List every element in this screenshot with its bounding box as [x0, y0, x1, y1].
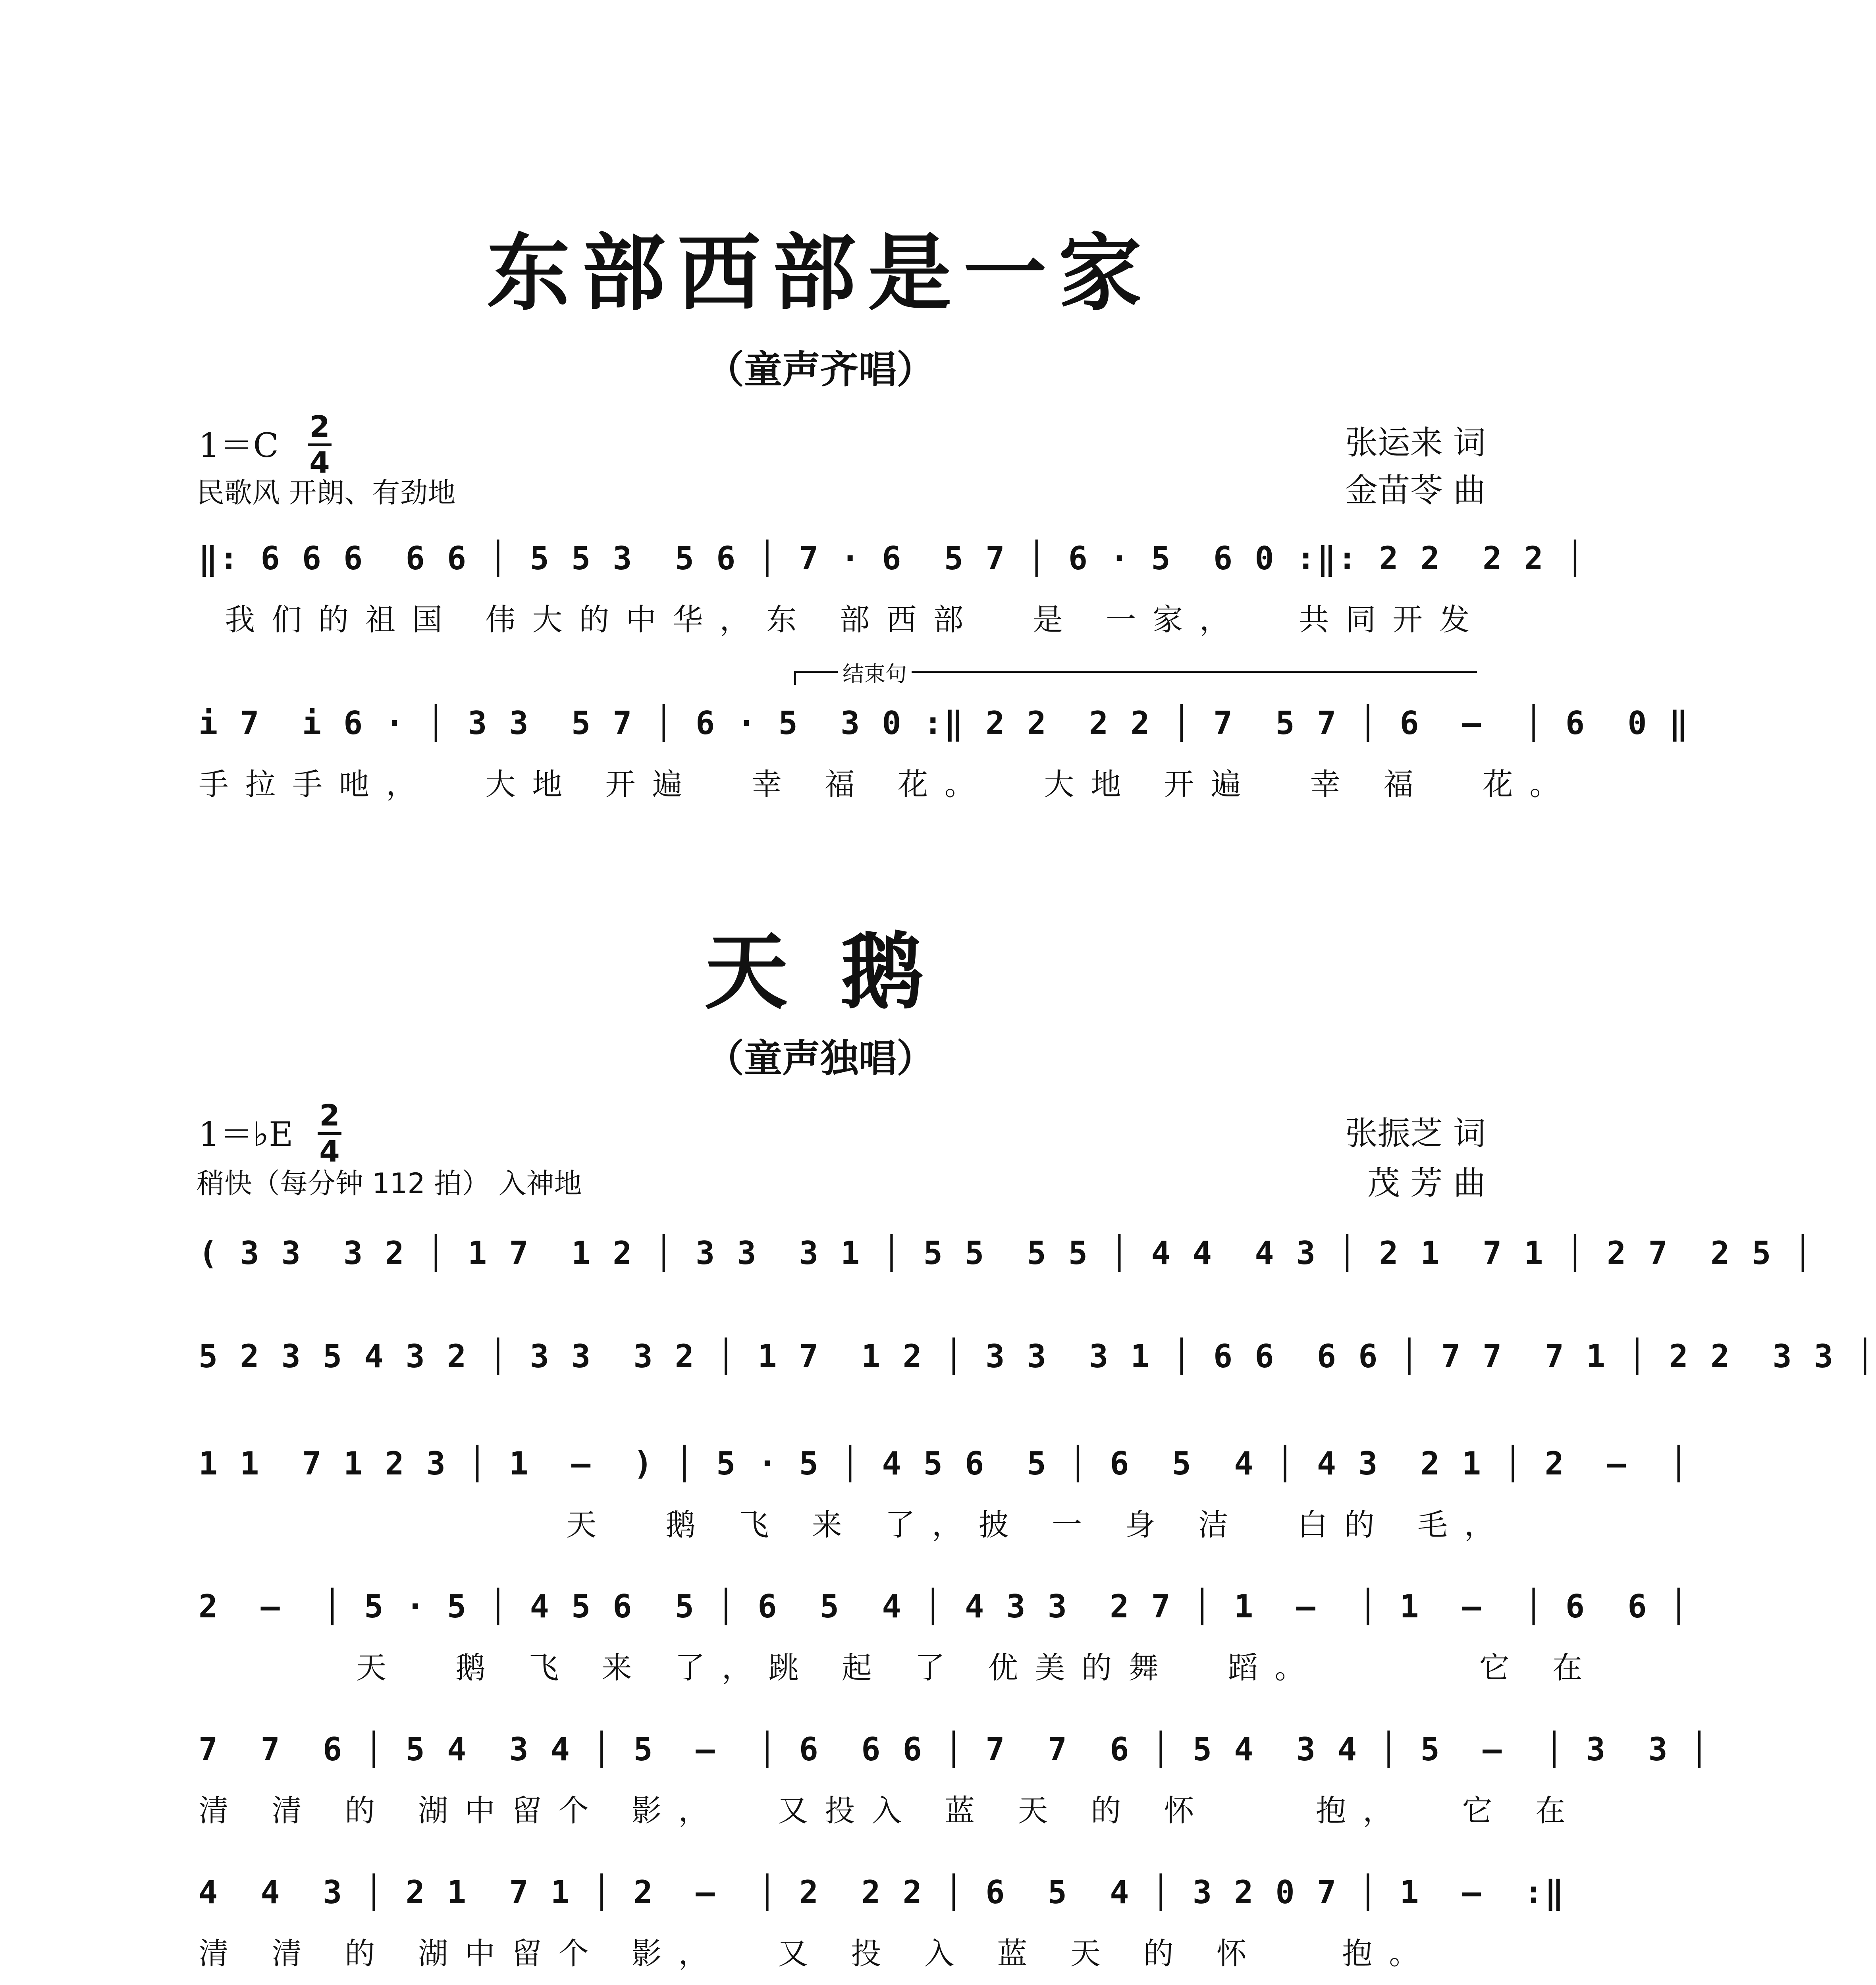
song2-key: 1＝♭E — [199, 1115, 293, 1154]
song1-time-signature — [308, 411, 332, 479]
song2-composer: 茂 芳 曲 — [1367, 1164, 1486, 1202]
notation-line: 1 1 7 1 2 3 │ 1 – ) │ 5 · 5 │ 4 5 6 5 │ 6 5 4 │ 4 3 2 1 │ 2 – │ — [199, 1445, 1690, 1482]
song1-key: 1＝C — [199, 426, 279, 465]
lyrics-line: 我们的祖国 伟大的中华，东 部西部 是 一家， 共同开发 — [199, 602, 1487, 637]
song1-subtitle: （童声齐唱） — [706, 347, 935, 392]
song1-lyricist: 张运来 词 — [1345, 424, 1486, 462]
song2-subtitle: （童声独唱） — [706, 1036, 935, 1081]
song1-meter-bottom: 4 — [309, 446, 330, 480]
lyrics-line: 手拉手吔， 大地 开遍 幸 福 花。 大地 开遍 幸 福 花。 — [199, 767, 1577, 802]
song1-title: 东部西部是一家 — [486, 224, 1154, 322]
slower-mark — [199, 1983, 241, 1985]
notation-line: i 7 i 6 · │ 3 3 5 7 │ 6 · 5 3 0 :‖ 2 2 2 2 │ 7 5 7 │ 6 – │ 6 0 ‖ — [199, 705, 1690, 742]
lyrics-line: 清 清 的 湖中留个 影， 又 投 入 蓝 天 的 怀 抱。 — [199, 1936, 1436, 1971]
notation-line: 2 – │ 5 · 5 │ 4 5 6 5 │ 6 5 4 │ 4 3 3 2 7 │ 1 – │ 1 – │ 6 6 │ — [199, 1588, 1690, 1625]
song2-meter-bottom: 4 — [319, 1135, 340, 1169]
song2-lyricist: 张振芝 词 — [1345, 1115, 1486, 1152]
lyrics-line: 清 清 的 湖中留个 影， 又投入 蓝 天 的 怀 抱， 它 在 — [199, 1793, 1582, 1828]
ending-label: 结束句 — [838, 657, 912, 688]
song2-meter-top: 2 — [319, 1098, 340, 1133]
song2-title: 天 鹅 — [704, 923, 936, 1021]
lyrics-line: 天 鹅 飞 来 了，跳 起 了 优美的舞 蹈。 它 在 — [199, 1650, 1599, 1685]
notation-line: ‖: 6 6 6 6 6 │ 5 5 3 5 6 │ 7 · 6 5 7 │ 6 · 5 6 0 :‖: 2 2 2 2 │ — [199, 540, 1586, 577]
notation-line: 5 2 3 5 4 3 2 │ 3 3 3 2 │ 1 7 1 2 │ 3 3 3 1 │ 6 6 6 6 │ 7 7 7 1 │ 2 2 3 3 │ — [199, 1338, 1876, 1375]
song1-composer: 金苗苓 曲 — [1345, 472, 1486, 509]
song1-tempo: 民歌风 开朗、有劲地 — [197, 476, 456, 509]
song2-tempo: 稍快（每分钟 112 拍） 入神地 — [197, 1167, 582, 1200]
song1-meter-top: 2 — [309, 410, 330, 444]
song2-time-signature — [318, 1100, 341, 1168]
notation-line: 4 4 3 │ 2 1 7 1 │ 2 – │ 2 2 2 │ 6 5 4 │ 3 2 0 7 │ 1 – :‖ — [199, 1874, 1566, 1911]
lyrics-line: 天 鹅 飞 来 了，披 一 身 洁 白的 毛， — [199, 1507, 1511, 1542]
notation-line: 7 7 6 │ 5 4 3 4 │ 5 – │ 6 6 6 │ 7 7 6 │ 5 4 3 4 │ 5 – │ 3 3 │ — [199, 1731, 1710, 1768]
notation-line: ( 3 3 3 2 │ 1 7 1 2 │ 3 3 3 1 │ 5 5 5 5 │ 4 4 4 3 │ 2 1 7 1 │ 2 7 2 5 │ — [199, 1235, 1814, 1272]
